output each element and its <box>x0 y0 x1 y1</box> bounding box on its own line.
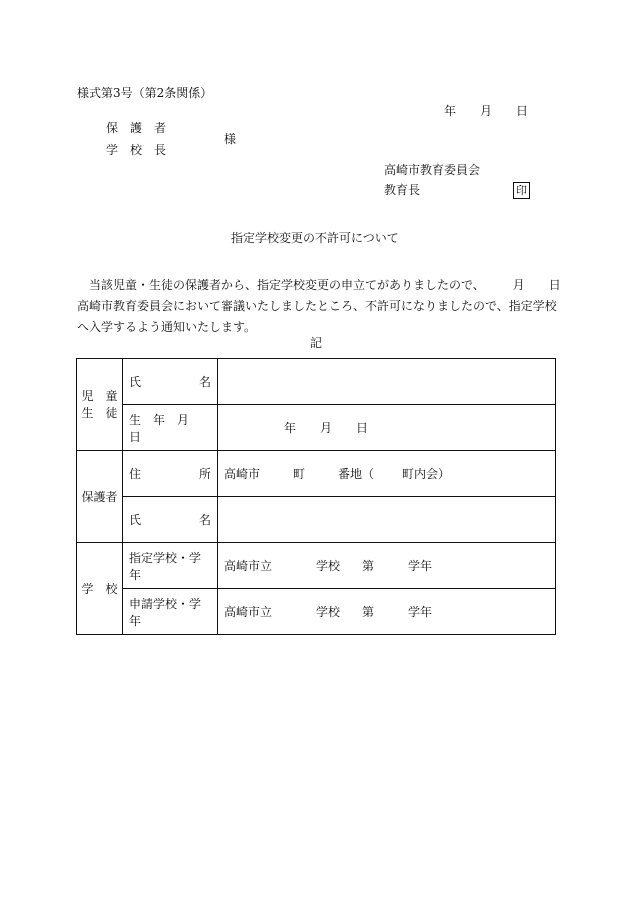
date-year: 年 <box>444 104 457 118</box>
table-row <box>77 405 556 451</box>
guardian-group-label: 保護者 <box>77 451 123 543</box>
guardian-address-field[interactable]: 高崎市 町 番地（ 町内会） <box>218 451 556 497</box>
seal-mark: 印 <box>513 182 530 199</box>
student-dob-field[interactable]: 年 月 日 <box>218 405 556 451</box>
body-line-3: へ入学するよう通知いたします。 <box>77 320 257 334</box>
form-number: 様式第3号（第2条関係） <box>77 86 213 100</box>
school-group-label: 学 校 <box>77 543 123 635</box>
body-month: 月 <box>512 278 525 292</box>
table-row <box>77 497 556 543</box>
table-row <box>77 589 556 635</box>
date-month: 月 <box>480 104 493 118</box>
student-name-label: 氏 名 <box>123 359 218 405</box>
sender-org: 高崎市教育委員会 <box>384 163 481 177</box>
table-row <box>77 451 556 497</box>
guardian-name-label: 氏 名 <box>123 497 218 543</box>
date-day: 日 <box>516 104 529 118</box>
requested-school-label: 申請学校・学年 <box>123 589 218 635</box>
ki-heading: 記 <box>310 336 323 350</box>
student-dob-label: 生 年 月 日 <box>123 405 218 451</box>
document-title: 指定学校変更の不許可について <box>231 231 399 245</box>
body-line-2: 高崎市教育委員会において審議いたしましたところ、不許可になりましたので、指定学校 <box>77 299 557 313</box>
addressee-principal: 学 校 長 <box>106 143 167 157</box>
table-row <box>77 543 556 589</box>
student-group-label: 児 童 生 徒 <box>77 359 123 451</box>
guardian-name-field[interactable] <box>218 497 556 543</box>
sender-title: 教育長 <box>384 183 421 197</box>
body-day: 日 <box>548 278 561 292</box>
requested-school-field[interactable]: 高崎市立 学校 第 学年 <box>218 589 556 635</box>
sender-title-row <box>384 183 530 197</box>
body-line-1: 当該児童・生徒の保護者から、指定学校変更の申立てがありましたので、 月 日 <box>77 278 561 292</box>
designated-school-field[interactable]: 高崎市立 学校 第 学年 <box>218 543 556 589</box>
designated-school-label: 指定学校・学年 <box>123 543 218 589</box>
student-name-field[interactable] <box>218 359 556 405</box>
table-row <box>77 359 556 405</box>
addressee-guardian: 保 護 者 <box>106 121 167 135</box>
guardian-address-label: 住 所 <box>123 451 218 497</box>
body-paragraph <box>77 275 561 338</box>
date-line <box>444 104 528 118</box>
honorific-sama: 様 <box>224 132 237 146</box>
info-table <box>76 358 556 635</box>
